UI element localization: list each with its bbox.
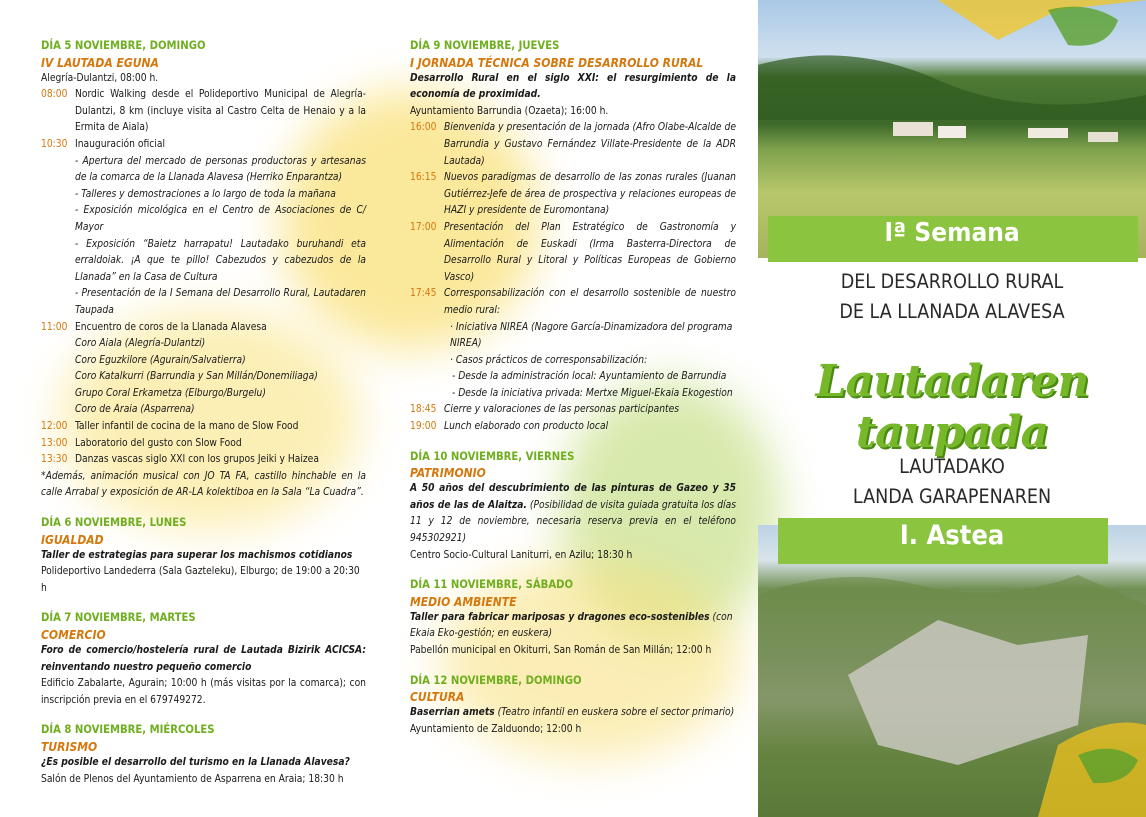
program-column-1 (41, 38, 366, 788)
day-theme: PATRIMONIO (410, 466, 486, 481)
event-place: Ayuntamiento Barrundia (Ozaeta); 16:00 h. (410, 105, 609, 117)
event-place: Pabellón municipal en Okiturri, San Román de San Millán; 12:00 h (410, 645, 712, 656)
schedule-row (41, 87, 366, 137)
schedule-row (41, 452, 366, 469)
event-description (410, 610, 736, 643)
basque-subtitle-line: LAUTADAKO (899, 455, 1005, 478)
time: 16:15 (410, 172, 437, 184)
time: 13:00 (41, 437, 68, 449)
day-theme: I JORNADA TÉCNICA SOBRE DESARROLLO RURAL (410, 55, 704, 70)
cover-subtitle-line: DE LA LLANADA ALAVESA (839, 300, 1065, 323)
time: 16:00 (410, 122, 437, 134)
sub-activity: - Desde la administración local: Ayuntamiento de Barrundia (452, 371, 727, 383)
cover-subtitle (758, 267, 1146, 327)
event-title: Taller de estrategias para superar los machismos cotidianos (41, 549, 353, 561)
activity: Danzas vascas siglo XXI con los grupos Jeiki y Haizea (75, 454, 319, 466)
day-theme: COMERCIO (41, 628, 106, 642)
day-heading: DÍA 7 NOVIEMBRE, MARTES (41, 611, 196, 625)
schedule-row (410, 419, 736, 436)
event-title: Desarrollo Rural en el siglo XXI: el resurgimiento de la economía de proximidad. (410, 72, 736, 101)
sub-activity: - Presentación de la I Semana del Desarrollo Rural, Lautadaren Taupada (75, 288, 366, 316)
event-place: Salón de Plenos del Ayuntamiento de Asparrena en Araia; 18:30 h (41, 773, 344, 785)
time: 12:00 (41, 421, 68, 433)
day-heading: DÍA 6 NOVIEMBRE, LUNES (41, 516, 187, 530)
time: 10:30 (41, 138, 68, 150)
landscape-photo-bottom (758, 525, 1146, 817)
choir: Coro Katalkurri (Barrundia y San Millán/Donemiliaga) (75, 371, 318, 383)
event-title: Baserrian amets (410, 707, 495, 719)
day-theme: MEDIO AMBIENTE (410, 594, 517, 609)
day-heading: DÍA 12 NOVIEMBRE, DOMINGO (410, 673, 582, 687)
brand-script-title: Lautadaren taupada (815, 356, 1089, 458)
day-heading: DÍA 9 NOVIEMBRE, JUEVES (410, 39, 560, 52)
event-place: Ayuntamiento de Zalduondo; 12:00 h (410, 723, 582, 735)
cover-title: Iª Semana (884, 218, 1020, 248)
activity: Lunch elaborado con producto local (444, 421, 609, 433)
day-theme: IV LAUTADA EGUNA (41, 55, 159, 70)
sub-activity: · Iniciativa NIREA (Nagore García-Dinamizadora del programa NIREA) (450, 321, 733, 350)
sub-activity: - Exposición micológica en el Centro de Asociaciones de C/ Mayor (75, 205, 366, 233)
basque-subtitle (758, 452, 1146, 512)
sub-activity: - Desde la iniciativa privada: Mertxe Miguel-Ekaia Ekogestion (452, 387, 733, 399)
note: *Además, animación musical con JO TA FA, castillo hinchable en la calle Arrabal y exposición de AR-LA kolektiboa en la Sala “La Cuadra”. (41, 470, 366, 499)
event-extra: (Teatro infantil en euskera sobre el sector primario) (494, 707, 735, 719)
schedule-row (410, 220, 736, 286)
schedule-row (41, 436, 366, 453)
program-column-2 (410, 38, 736, 738)
activity: Presentación del Plan Estratégico de Gastronomía y Alimentación de Euskadi (Irma Basterra-Directora de Desarrollo Rural y Litoral y Políticas Europeas de Gobierno Vasco) (444, 221, 736, 283)
choir: Coro Aiala (Alegría-Dulantzi) (75, 338, 206, 350)
activity: Cierre y valoraciones de las personas participantes (444, 404, 680, 416)
time: 17:00 (410, 221, 437, 233)
activity: Laboratorio del gusto con Slow Food (75, 437, 242, 449)
sub-activity: - Apertura del mercado de personas productoras y artesanas de la comarca de la Llanada Alavesa (Herriko Enparantza) (75, 155, 366, 184)
event-title: A 50 años del descubrimiento de las pinturas de Gazeo y 35 años de las de Alaitza. (410, 483, 736, 511)
activity: Corresponsabilización con el desarrollo sostenible de nuestro medio rural: (444, 288, 736, 316)
day-theme: IGUALDAD (41, 532, 104, 547)
day-heading: DÍA 11 NOVIEMBRE, SÁBADO (410, 578, 574, 592)
schedule-row (410, 402, 736, 419)
activity: Taller infantil de cocina de la mano de Slow Food (75, 421, 299, 433)
event-place: Centro Socio-Cultural Laniturri, en Azilu; 18:30 h (410, 549, 633, 561)
sub-activity: · Casos prácticos de corresponsabilización: (450, 354, 648, 366)
event-title: Foro de comercio/hostelería rural de Lautada Bizirik ACICSA: reinventando nuestro pequeño comercio (41, 645, 366, 673)
time: 13:30 (41, 454, 68, 466)
time: 17:45 (410, 288, 437, 300)
cover-title-basque: I. Astea (899, 520, 1005, 551)
choir: Coro Eguzkilore (Agurain/Salvatierra) (75, 354, 246, 366)
day-heading: DÍA 10 NOVIEMBRE, VIERNES (410, 449, 575, 463)
sub-activity: - Exposición “Baietz harrapatu! Lautadako buruhandi eta erraldoiak. ¡A que te pillo! Cabezudos y cabezudos de la Llanada” en la Casa de Cultura (75, 238, 366, 283)
schedule-row (410, 120, 736, 170)
event-description (410, 705, 736, 722)
time: 08:00 (41, 89, 68, 101)
event-extra: (con Ekaia Eko-gestión; en euskera) (410, 611, 733, 640)
event-extra: (Posibilidad de visita guiada gratuita los días 11 y 12 de noviembre, necesaria reserva previa en el teléfono 945302921) (410, 499, 736, 545)
event-place: Alegría-Dulantzi, 08:00 h. (41, 72, 159, 84)
event-place: Polideportivo Landederra (Sala Gazteleku), Elburgo; de 19:00 a 20:30 h (41, 566, 360, 594)
day-theme: CULTURA (410, 690, 465, 705)
cover-subtitle-line: DEL DESARROLLO RURAL (840, 270, 1064, 293)
event-place: Edificio Zabalarte, Agurain; 10:00 h (más visitas por la comarca); con inscripción previa en el 679749272. (41, 678, 366, 706)
activity: Encuentro de coros de la Llanada Alavesa (75, 321, 267, 333)
schedule-row (41, 137, 366, 154)
schedule-row (41, 419, 366, 436)
day-heading: DÍA 5 NOVIEMBRE, DOMINGO (41, 39, 206, 52)
activity: Bienvenida y presentación de la jornada (Afro Olabe-Alcalde de Barrundia y Gustavo Fernández Villate-Presidente de la ADR Lautada) (444, 122, 736, 167)
schedule-row (410, 286, 736, 319)
activity: Inauguración oficial (75, 138, 165, 150)
event-title: ¿Es posible el desarrollo del turismo en la Llanada Alavesa? (41, 756, 350, 768)
activity: Nuevos paradigmas de desarrollo de las zonas rurales (Juanan Gutiérrez-Jefe de área de prospectiva y relaciones europeas de HAZI y presidente de Euromontana) (444, 172, 736, 217)
time: 18:45 (410, 404, 437, 416)
schedule-row (41, 320, 366, 337)
event-title: Taller para fabricar mariposas y dragones eco-sostenibles (410, 611, 710, 623)
day-heading: DÍA 8 NOVIEMBRE, MIÉRCOLES (41, 723, 215, 737)
schedule-row (410, 170, 736, 220)
time: 11:00 (41, 321, 68, 333)
choir: Coro de Araia (Asparrena) (75, 404, 195, 416)
cover-panel (758, 0, 1146, 817)
sub-activity: - Talleres y demostraciones a lo largo de toda la mañana (75, 188, 336, 200)
time: 19:00 (410, 421, 437, 433)
basque-subtitle-line: LANDA GARAPENAREN (852, 485, 1052, 508)
activity: Nordic Walking desde el Polideportivo Municipal de Alegría-Dulantzi, 8 km (incluye visita al Castro Celta de Henaio y a la Ermita de Aiala) (75, 89, 366, 134)
mountain-illustration (758, 525, 1146, 817)
event-description (410, 481, 736, 547)
choir: Grupo Coral Erkametza (Elburgo/Burgelu) (75, 387, 266, 399)
day-theme: TURISMO (41, 739, 98, 754)
